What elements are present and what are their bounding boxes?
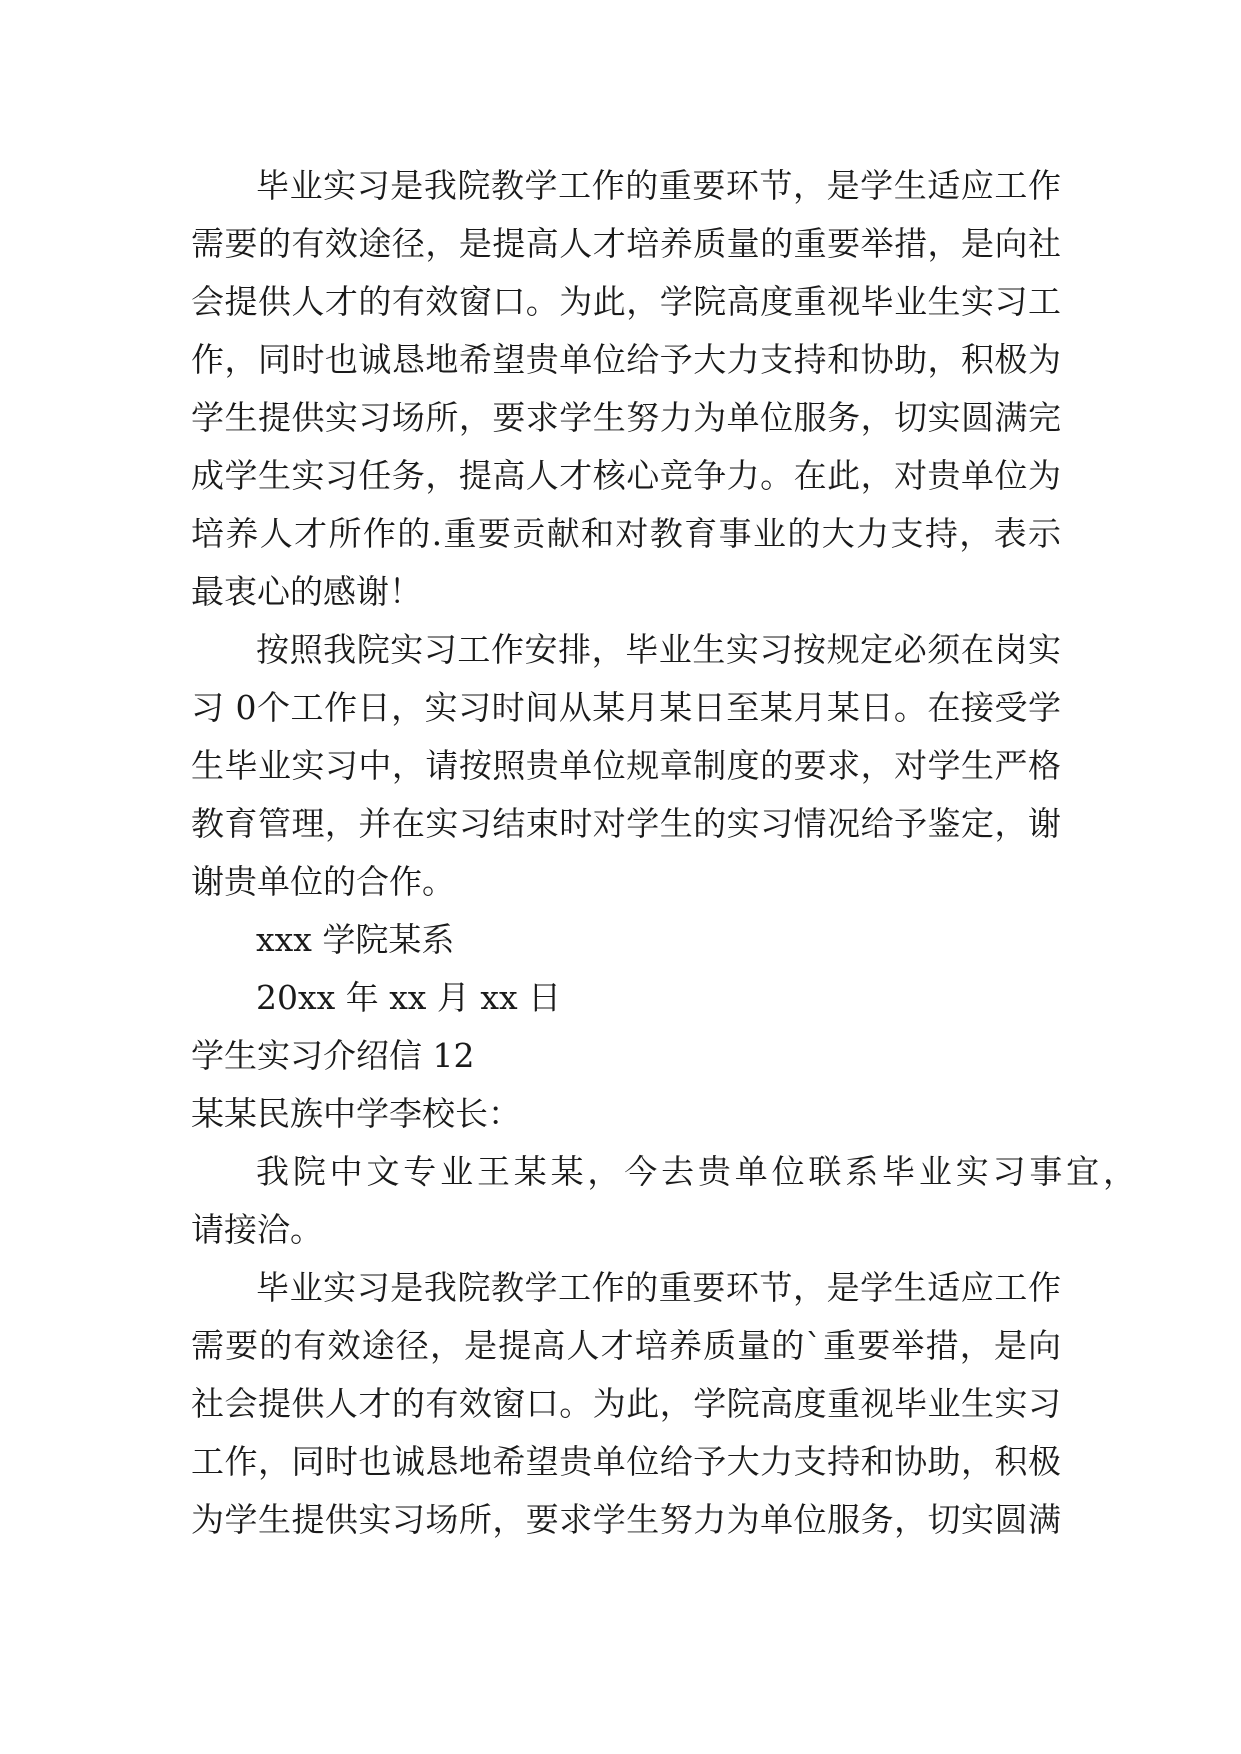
signature-department: xxx 学院某系 bbox=[256, 920, 455, 959]
paragraph-line: 作，同时也诚恳地希望贵单位给予大力支持和协助，积极为 bbox=[191, 340, 1061, 379]
paragraph-line: 为学生提供实习场所，要求学生努力为单位服务，切实圆满 bbox=[191, 1500, 1061, 1539]
paragraph-line: 最衷心的感谢！ bbox=[191, 572, 422, 611]
paragraph-line: 习 0个工作日，实习时间从某月某日至某月某日。在接受学 bbox=[191, 688, 1061, 727]
paragraph-line: 毕业实习是我院教学工作的重要环节，是学生适应工作 bbox=[256, 166, 1061, 205]
paragraph-line: 我院中文专业王某某，今去贵单位联系毕业实习事宜， bbox=[256, 1152, 1136, 1191]
letter-salutation: 某某民族中学李校长： bbox=[191, 1094, 521, 1133]
paragraph-line: 需要的有效途径，是提高人才培养质量的重要举措，是向社 bbox=[191, 224, 1061, 263]
paragraph-line: 需要的有效途径，是提高人才培养质量的`重要举措，是向 bbox=[191, 1326, 1061, 1365]
letter-title: 学生实习介绍信 12 bbox=[191, 1036, 475, 1075]
paragraph-line: 毕业实习是我院教学工作的重要环节，是学生适应工作 bbox=[256, 1268, 1061, 1307]
paragraph-line: 生毕业实习中，请按照贵单位规章制度的要求，对学生严格 bbox=[191, 746, 1061, 785]
paragraph-line: 教育管理，并在实习结束时对学生的实习情况给予鉴定，谢 bbox=[191, 804, 1061, 843]
paragraph-line: 按照我院实习工作安排，毕业生实习按规定必须在岗实 bbox=[256, 630, 1061, 669]
paragraph-line: 会提供人才的有效窗口。为此，学院高度重视毕业生实习工 bbox=[191, 282, 1061, 321]
paragraph-line: 成学生实习任务，提高人才核心竞争力。在此，对贵单位为 bbox=[191, 456, 1061, 495]
paragraph-line: 学生提供实习场所，要求学生努力为单位服务，切实圆满完 bbox=[191, 398, 1061, 437]
paragraph-line: 请接洽。 bbox=[191, 1210, 323, 1249]
signature-date: 20xx 年 xx 月 xx 日 bbox=[256, 978, 562, 1017]
paragraph-line: 培养人才所作的.重要贡献和对教育事业的大力支持，表示 bbox=[191, 514, 1061, 553]
paragraph-line: 工作，同时也诚恳地希望贵单位给予大力支持和协助，积极 bbox=[191, 1442, 1061, 1481]
paragraph-line: 谢贵单位的合作。 bbox=[191, 862, 455, 901]
paragraph-line: 社会提供人才的有效窗口。为此，学院高度重视毕业生实习 bbox=[191, 1384, 1061, 1423]
